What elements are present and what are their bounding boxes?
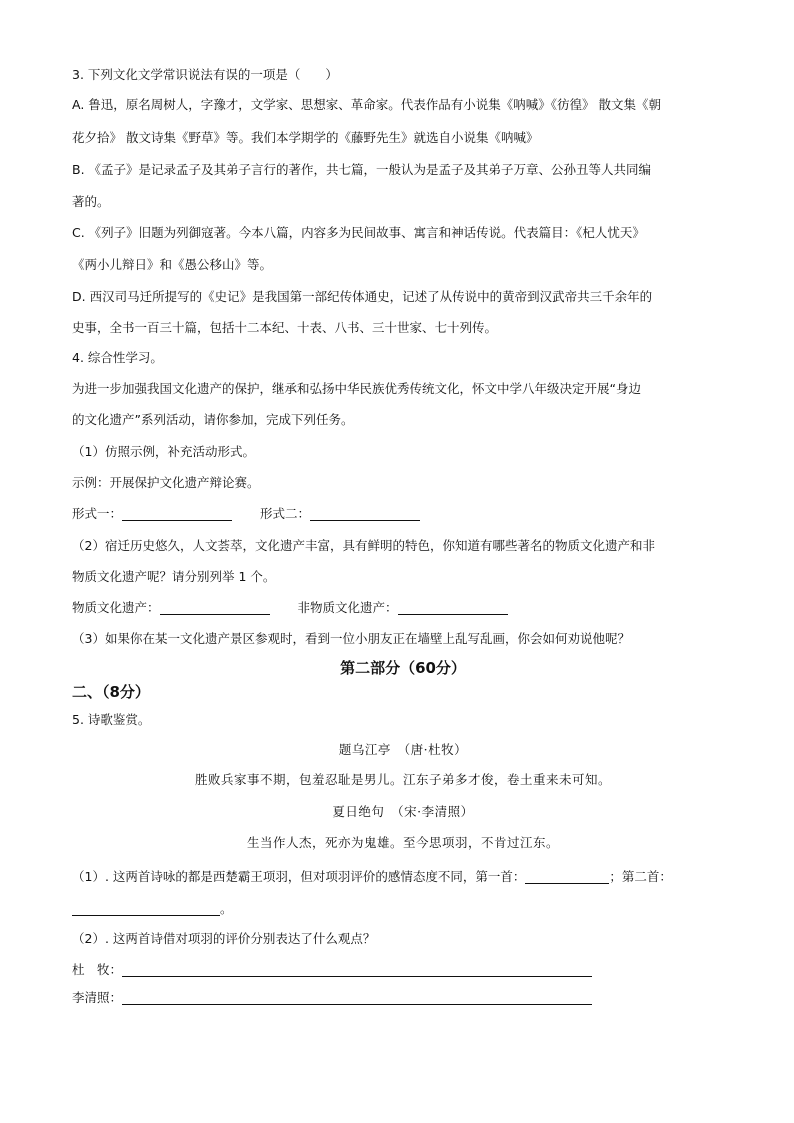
q3-option-d-line2: 史事，全书一百三十篇，包括十二本纪、十表、八书、三十世家、七十列传。 <box>72 320 498 335</box>
q4-task2-line1: （2）宿迁历史悠久，人文荟萃，文化遗产丰富，具有鲜明的特色，你知道有哪些著名的物质文化遗产和非 <box>72 538 655 553</box>
q5-stem: 5. 诗歌鉴赏。 <box>72 712 151 727</box>
form1-label: 形式一： <box>72 506 123 521</box>
q4-stem: 4. 综合性学习。 <box>72 350 163 365</box>
q3-option-c-line1: C. 《列子》旧题为列御寇著。今本八篇，内容多为民间故事、寓言和神话传说。代表篇目：《杞人忧天》 <box>72 225 645 240</box>
poem2-title: 夏日绝句 （宋·李清照） <box>332 804 474 819</box>
form2-label: 形式二： <box>260 506 311 521</box>
q3-option-d-line1: D. 西汉司马迁所提写的《史记》是我国第一部纪传体通史，记述了从传说中的黄帝到汉武帝共三千余年的 <box>72 289 653 304</box>
q5-1-row <box>72 867 672 887</box>
poem2-text: 生当作人杰，死亦为鬼雄。至今思项羽，不肯过江东。 <box>246 835 559 850</box>
part2-title: 第二部分（60分） <box>340 659 466 677</box>
q5-1-second-label: ；第二首： <box>609 869 672 884</box>
poem1-text: 胜败兵家事不期，包羞忍耻是男儿。江东子弟多才俊，卷土重来未可知。 <box>194 772 611 787</box>
liqingzhao-answer-blank[interactable] <box>122 990 592 1005</box>
q3-option-b-line1: B. 《孟子》是记录孟子及其弟子言行的著作，共七篇，一般认为是孟子及其弟子万章、公孙丑等人共同编 <box>72 162 652 177</box>
q4-example: 示例：开展保护文化遗产辩论赛。 <box>72 475 260 490</box>
dumu-answer-row <box>72 960 592 980</box>
q3-option-a-line1: A. 鲁迅，原名周树人，字豫才，文学家、思想家、革命家。代表作品有小说集《呐喊》《彷徨》 散文集《朝 <box>72 97 662 112</box>
dumu-answer-blank[interactable] <box>122 962 592 977</box>
dumu-label: 杜 牧： <box>72 962 123 977</box>
q4-intro-line1: 为进一步加强我国文化遗产的保护，继承和弘扬中华民族优秀传统文化，怀文中学八年级决定开展“身边 <box>72 381 641 396</box>
liqingzhao-answer-row <box>72 988 592 1008</box>
q5-1-end: 。 <box>220 901 233 916</box>
q3-option-a-line2: 花夕拾》 散文诗集《野草》等。我们本学期学的《藤野先生》就选自小说集《呐喊》 <box>72 130 539 145</box>
q3-stem: 3. 下列文化文学常识说法有误的一项是（ ） <box>72 67 338 82</box>
material-heritage-blank[interactable] <box>160 600 270 615</box>
form1-blank[interactable] <box>122 506 232 521</box>
q4-intro-line2: 的文化遗产”系列活动，请你参加，完成下列任务。 <box>72 412 354 427</box>
material-heritage-label: 物质文化遗产： <box>72 600 160 615</box>
q4-forms-row <box>72 504 420 524</box>
intangible-heritage-label: 非物质文化遗产： <box>297 600 398 615</box>
q4-task1: （1）仿照示例，补充活动形式。 <box>72 444 255 459</box>
q4-heritage-row <box>72 598 508 618</box>
q4-task3: （3）如果你在某一文化遗产景区参观时，看到一位小朋友正在墙壁上乱写乱画，你会如何劝说他呢？ <box>72 631 630 646</box>
q5-2-stem: （2）. 这两首诗借对项羽的评价分别表达了什么观点？ <box>72 931 376 946</box>
intangible-heritage-blank[interactable] <box>398 600 508 615</box>
poem1-title: 题乌江亭 （唐·杜牧） <box>338 742 468 757</box>
q3-option-c-line2: 《两小儿辩日》和《愚公移山》等。 <box>72 257 273 272</box>
q5-1-row2 <box>72 899 233 919</box>
q5-1-text: （1）. 这两首诗咏的都是西楚霸王项羽，但对项羽评价的感情态度不同，第一首： <box>72 869 526 884</box>
form2-blank[interactable] <box>310 506 420 521</box>
q3-option-b-line2: 著的。 <box>72 194 110 209</box>
liqingzhao-label: 李清照： <box>72 990 123 1005</box>
q5-1-second-blank[interactable] <box>72 901 220 916</box>
q5-1-first-blank[interactable] <box>525 869 609 884</box>
section-two-heading: 二、（8分） <box>72 683 150 701</box>
q4-task2-line2: 物质文化遗产呢？请分别列举 1 个。 <box>72 569 276 584</box>
